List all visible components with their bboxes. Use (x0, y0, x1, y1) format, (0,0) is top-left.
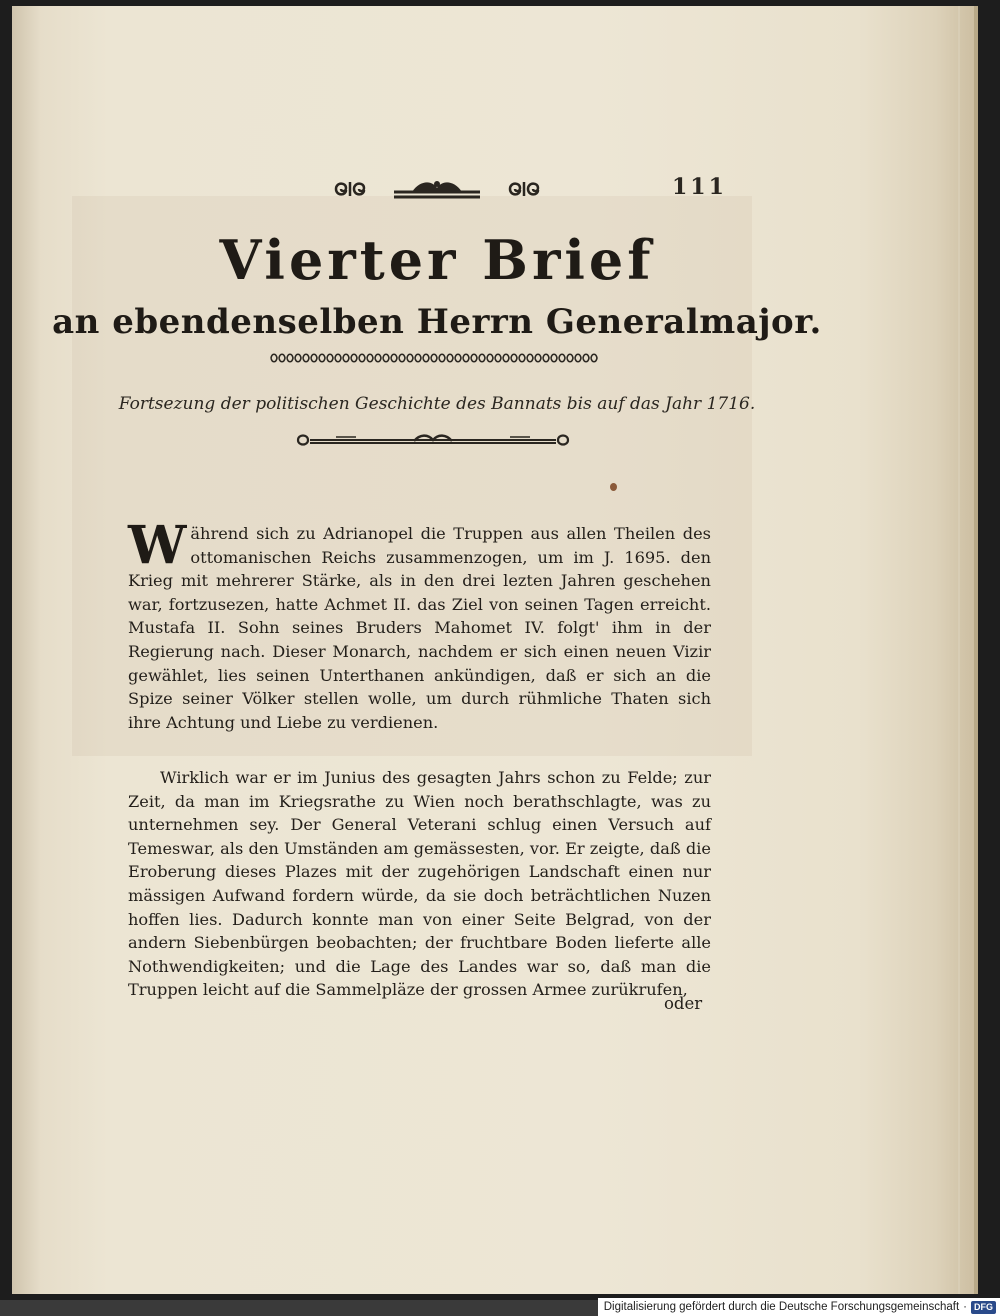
letter-subtitle: an ebendenselben Herrn Generalmajor. (52, 302, 822, 342)
credit-text: Digitalisierung gefördert durch die Deutsche Forschungsgemeinschaft (603, 1301, 960, 1313)
chapter-summary: Fortsezung der politischen Geschichte des Bannats bis auf das Jahr 1716. (118, 394, 756, 414)
right-fleuron-icon (506, 178, 542, 200)
dfg-logo-icon: DFG (971, 1301, 996, 1314)
digitization-credit (598, 1298, 1000, 1316)
ornate-divider-icon (296, 432, 570, 448)
ink-spot (610, 483, 617, 491)
paragraph-2: Wirklich war er im Junius des gesagten Jahrs schon zu Felde; zur Zeit, da man im Kriegsrathe zu Wien noch berathschlagte, was zu unternehmen sey. Der General Veterani schlug einen Versuch auf Temeswar, als den Umständen am gemässesten, vor. Er zeigte, daß die Eroberung dieses Plazes mit der zugehörigen Landschaft einen nur mässigen Aufwand fordern würde, da sie doch beträchtlichen Nuzen hoffen lies. Dadurch konnte man von einer Seite Belgrad, von der andern Siebenbürgen beobachten; der fruchtbare Boden lieferte alle Nothwendigkeiten; und die Lage des Landes war so, daß man die Truppen leicht auf die Sammelpläze der grossen Armee zurükrufen, (128, 768, 711, 1000)
page-number: 111 (672, 174, 727, 200)
separator-dot: · (963, 1301, 967, 1313)
page-edge (958, 6, 960, 1294)
paragraph-1 (128, 515, 711, 734)
dotted-divider-icon (270, 352, 598, 364)
paragraph-1-text: ährend sich zu Adrianopel die Truppen aus allen Theilen des ottomanischen Reichs zusammenzogen, um im J. 1695. den Krieg mit mehrerer Stärke, als in den drei lezten Jahren geschehen war, fortzusezen, hatte Achmet II. das Ziel von seinen Tagen erreicht. Mustafa II. Sohn seines Bruders Mahomet IV. folgt' ihm in der Regierung nach. Dieser Monarch, nachdem er sich einen neuen Vizir gewählet, lies seinen Unterthanen ankündigen, daß er sich an die Spize seiner Völker stellen wolle, um durch rühmliche Thaten sich ihre Achtung und Liebe zu verdienen. (128, 524, 711, 732)
book-page (12, 6, 978, 1294)
drop-cap: W (128, 515, 187, 576)
letter-title: Vierter Brief (219, 228, 655, 292)
center-fleuron-icon (392, 176, 482, 202)
catchword: oder (664, 994, 703, 1013)
left-fleuron-icon (332, 178, 368, 200)
header-ornament (332, 176, 542, 202)
